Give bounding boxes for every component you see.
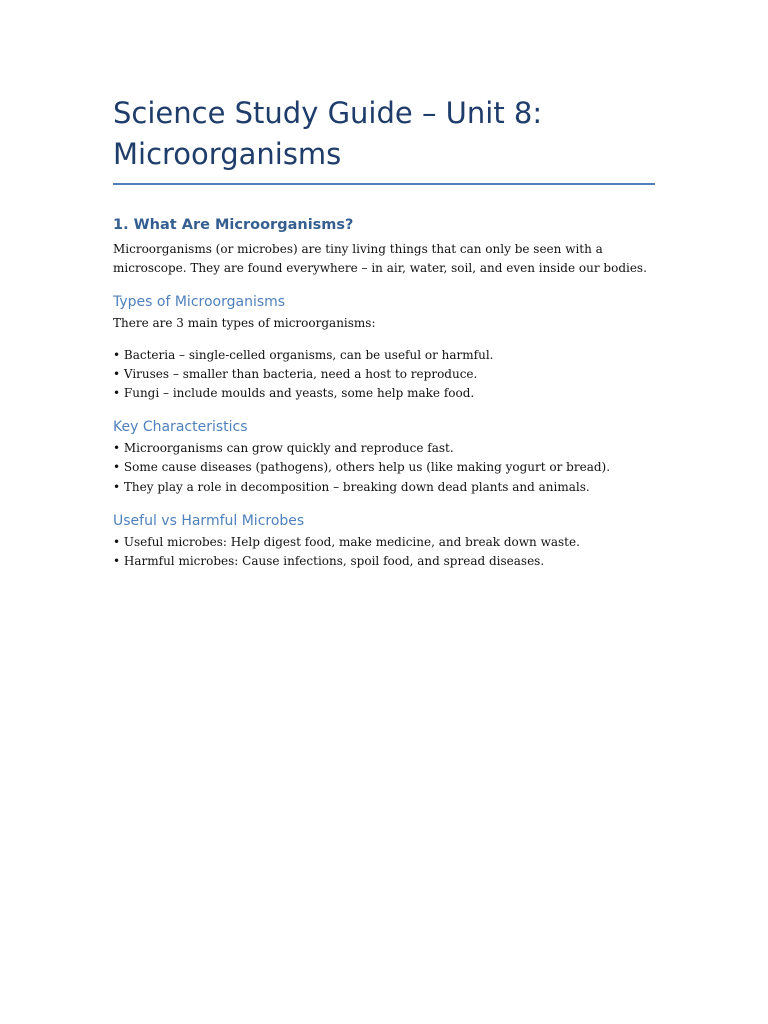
list-item: • Bacteria – single-celled organisms, can be useful or harmful. <box>113 347 494 362</box>
list-item: • Fungi – include moulds and yeasts, some help make food. <box>113 386 475 401</box>
section-paragraph-intro: Microorganisms (or microbes) are tiny living things that can only be seen with a microscope. They are found everywhere – in air, water, soil, and even inside our bodies. <box>113 242 647 276</box>
list-item: • Some cause diseases (pathogens), others help us (like making yogurt or bread). <box>113 460 611 475</box>
microbes-list <box>113 533 658 571</box>
document-page <box>113 0 658 571</box>
list-item: • They play a role in decomposition – breaking down dead plants and animals. <box>113 479 590 494</box>
section-heading-useful-vs-harmful: Useful vs Harmful Microbes <box>113 512 305 529</box>
list-item: • Harmful microbes: Cause infections, spoil food, and spread diseases. <box>113 554 545 569</box>
section-paragraph-types: There are 3 main types of microorganisms: <box>113 316 376 331</box>
list-item: • Microorganisms can grow quickly and reproduce fast. <box>113 441 454 456</box>
characteristics-list <box>113 439 658 497</box>
list-item: • Useful microbes: Help digest food, make medicine, and break down waste. <box>113 534 580 549</box>
section-heading-types: Types of Microorganisms <box>113 294 286 311</box>
document-title: Science Study Guide – Unit 8: Microorganisms <box>113 96 543 171</box>
section-heading-key-characteristics: Key Characteristics <box>113 419 248 436</box>
section-heading-what-are-microorganisms: 1. What Are Microorganisms? <box>113 217 354 233</box>
types-list <box>113 346 658 404</box>
title-underline <box>113 183 655 185</box>
list-item: • Viruses – smaller than bacteria, need a host to reproduce. <box>113 366 478 381</box>
